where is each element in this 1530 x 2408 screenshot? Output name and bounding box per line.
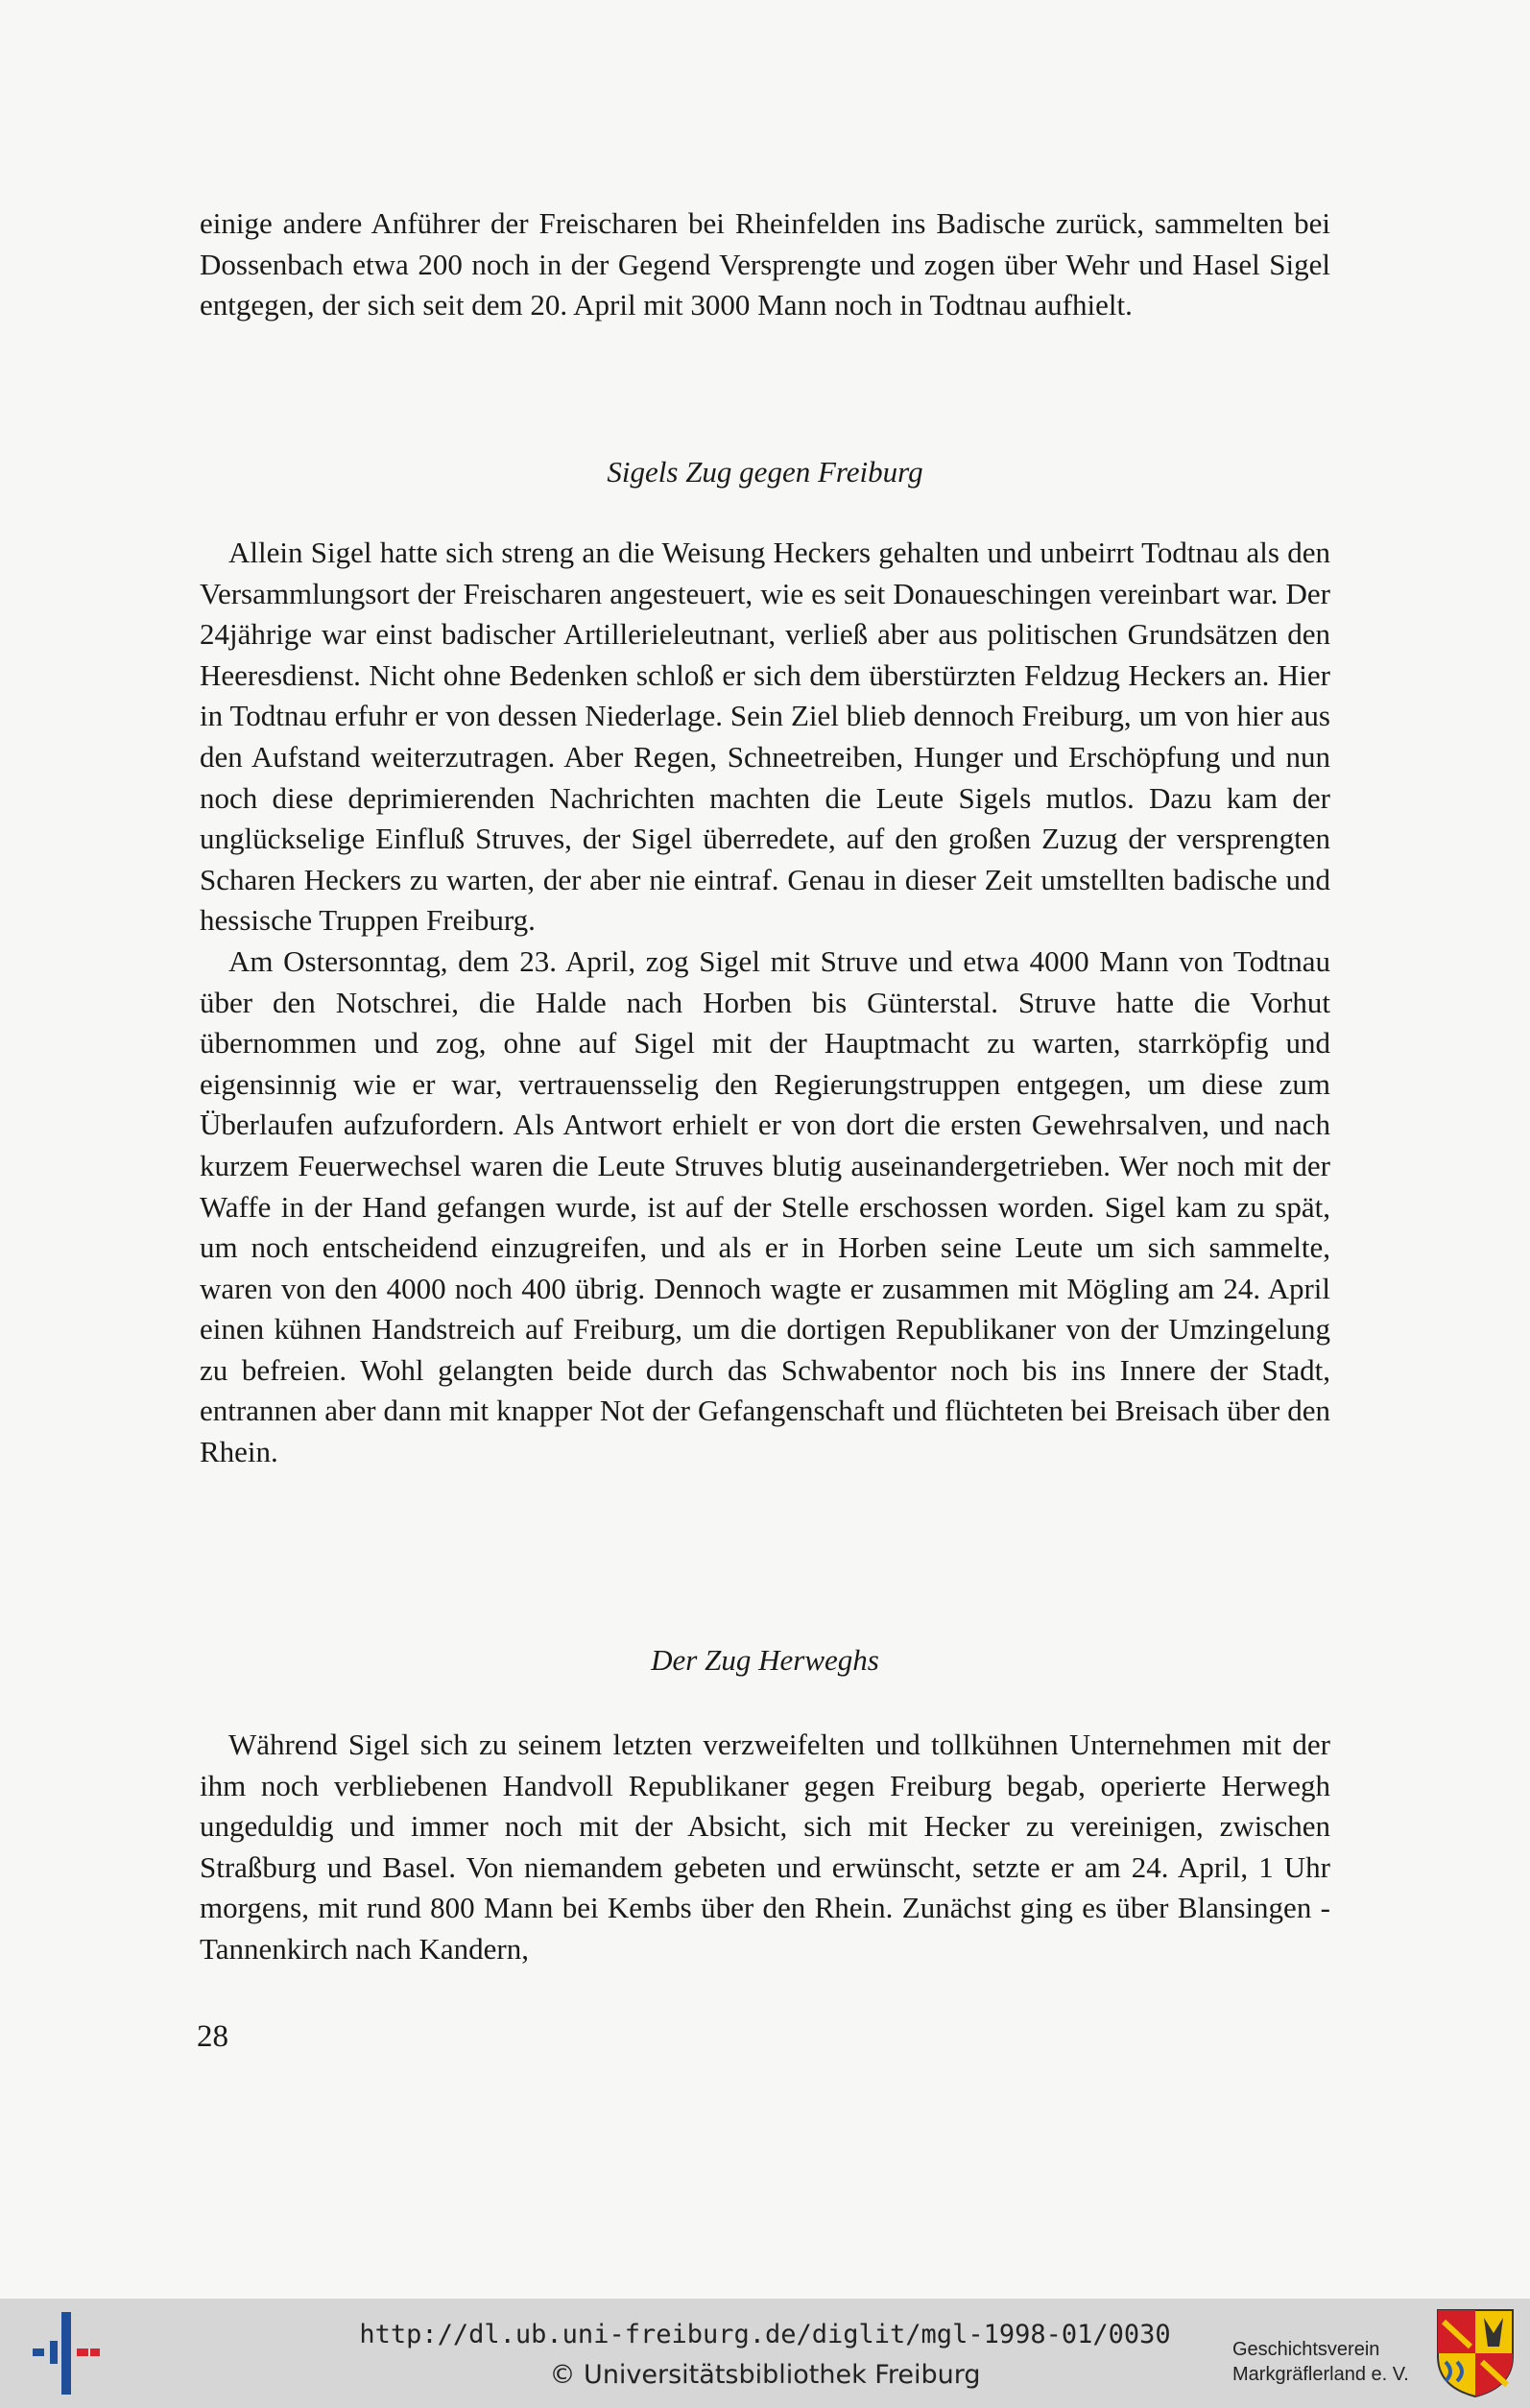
section-sigel-text [200,533,1330,1473]
page-number: 28 [197,2019,228,2054]
paragraph: Während Sigel sich zu seinem letzten verzweifelten und tollkühnen Unternehmen mit der ihm noch verbliebenen Handvoll Republikaner gegen Freiburg begab, operierte Herwegh ungeduldig und immer noch mit der Absicht, sich mit Hecker zu vereinigen, zwischen Straßburg und Basel. Von niemandem gebeten und erwünscht, setzte er am 24. April, 1 Uhr morgens, mit rund 800 Mann bei Kembs über den Rhein. Zunächst ging es über Blansingen - Tannenkirch nach Kandern, [200,1728,1330,1966]
footer-copyright: © Universitätsbibliothek Freiburg [549,2360,981,2390]
paragraph: Am Ostersonntag, dem 23. April, zog Sigel mit Struve und etwa 4000 Mann von Todtnau über den Notschrei, die Halde nach Horben bis Günterstal. Struve hatte die Vorhut übernommen und zog, ohne auf Sigel mit der Hauptmacht zu warten, starrköpfig und eigensinnig wie er war, vertrauensselig den Regierungstruppen entgegen, um diese zum Überlaufen aufzufordern. Als Antwort erhielt er von dort die ersten Gewehrsalven, und nach kurzem Feuerwechsel waren die Leute Struves blutig auseinandergetrieben. Wer noch mit der Waffe in der Hand gefangen wurde, ist auf der Stelle erschossen worden. Sigel kam zu spät, um noch entscheidend einzugreifen, und als er in Horben seine Leute um sich sammelte, waren von den 4000 noch 400 übrig. Dennoch wagte er zusammen mit Mögling am 24. April einen kühnen Handstreich auf Freiburg, um die dortigen Republikaner von der Umzingelung zu befreien. Wohl gelangten beide durch das Schwabentor noch bis ins Innere der Stadt, entrannen aber dann mit knapper Not der Gefangenschaft und flüchteten bei Breisach über den Rhein. [200,943,1330,1469]
intro-text [200,203,1330,326]
section-heading-herwegh: Der Zug Herweghs [651,1643,879,1677]
society-line: Geschichtsverein [1232,2339,1380,2360]
footer-bar [0,2299,1530,2408]
society-name [1232,2337,1424,2387]
section-herwegh-text [200,1725,1330,1970]
society-crest-icon [1436,2308,1515,2398]
section-heading-sigel: Sigels Zug gegen Freiburg [607,455,923,489]
paragraph: Allein Sigel hatte sich streng an die Weisung Heckers gehalten und unbeirrt Todtnau als den Versammlungsort der Freischaren angesteuert, wie es seit Donaueschingen vereinbart war. Der 24jährige war einst badischer Artillerieleutnant, verließ aber aus politischen Grundsätzen den Heeresdienst. Nicht ohne Bedenken schloß er sich dem überstürzten Feldzug Heckers an. Hier in Todtnau erfuhr er von dessen Niederlage. Sein Ziel blieb dennoch Freiburg, um von hier aus den Aufstand weiterzutragen. Aber Regen, Schneetreiben, Hunger und Erschöpfung und nun noch diese deprimierenden Nachrichten machten die Leute Sigels mutlos. Dazu kam der unglückselige Einfluß Struves, der Sigel überredete, auf den großen Zuzug der versprengten Scharen Heckers zu warten, der aber nie eintraf. Genau in dieser Zeit umstellten badische und hessische Truppen Freiburg. [200,536,1330,938]
footer-url-link[interactable]: http://dl.ub.uni-freiburg.de/diglit/mgl-1998-01/0030 [359,2320,1171,2349]
society-line: Markgräflerland e. V. [1232,2364,1409,2385]
paragraph: einige andere Anführer der Freischaren bei Rheinfelden ins Badische zurück, sammelten bei Dossenbach etwa 200 noch in der Gegend Versprengte und zogen über Wehr und Hasel Sigel entgegen, der sich seit dem 20. April mit 3000 Mann noch in Todtnau aufhielt. [200,206,1330,322]
